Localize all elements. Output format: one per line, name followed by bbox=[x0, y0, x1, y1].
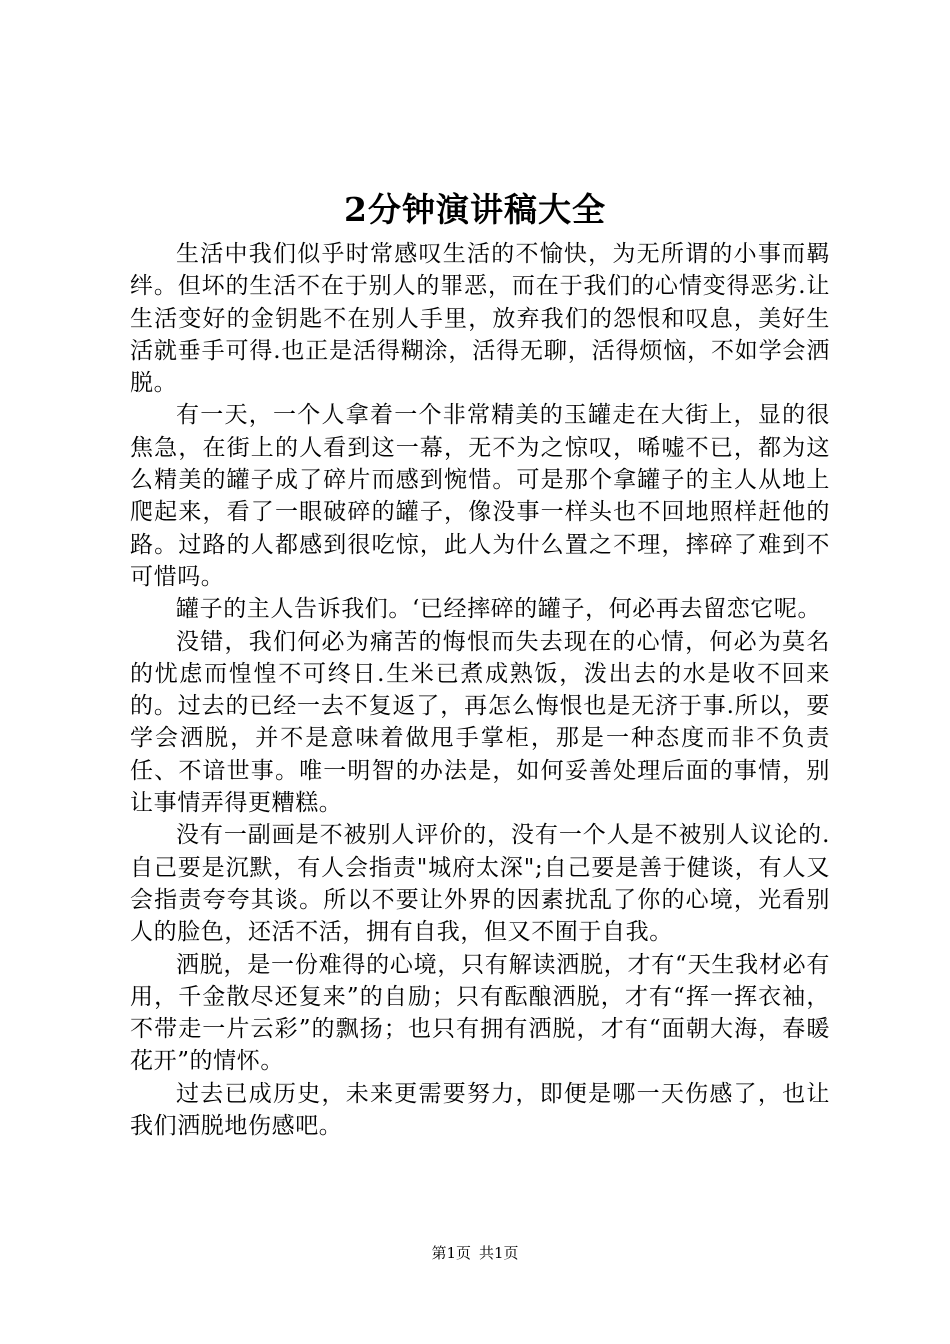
page-number-current: 第1页 bbox=[431, 1244, 471, 1262]
paragraph-3: 罐子的主人告诉我们。‘已经摔碎的罐子，何必再去留恋它呢。 bbox=[176, 596, 822, 623]
page-number-total: 共1页 bbox=[479, 1244, 519, 1262]
paragraph-6: 洒脱，是一份难得的心境，只有解读洒脱，才有“天生我材必有用，千金散尽还复来”的自励；只有酝酿洒脱，才有“挥一挥衣袖，不带走一片云彩”的飘扬；也只有拥有洒脱，才有“面朝大海，春暖花开”的情怀。 bbox=[130, 951, 830, 1075]
document-title: 2分钟演讲稿大全 bbox=[344, 190, 606, 229]
paragraph-5: 没有一副画是不被别人评价的，没有一个人是不被别人议论的.自己要是沉默，有人会指责"城府太深";自己要是善于健谈，有人又会指责夸夸其谈。所以不要让外界的因素扰乱了你的心境，光看别人的脸色，还活不活，拥有自我，但又不囿于自我。 bbox=[130, 822, 830, 946]
paragraph-4: 没错，我们何必为痛苦的悔恨而失去现在的心情，何必为莫名的忧虑而惶惶不可终日.生米已煮成熟饭，泼出去的水是收不回来的。过去的已经一去不复返了，再怎么悔恨也是无济于事.所以，要学会洒脱，并不是意味着做甩手掌柜，那是一种态度而非不负责任、不谙世事。唯一明智的办法是，如何妥善处理后面的事情，别让事情弄得更糟糕。 bbox=[130, 628, 830, 817]
paragraph-1: 生活中我们似乎时常感叹生活的不愉快，为无所谓的小事而羁绊。但坏的生活不在于别人的罪恶，而在于我们的心情变得恶劣.让生活变好的金钥匙不在别人手里，放弃我们的怨恨和叹息，美好生活就垂手可得.也正是活得糊涂，活得无聊，活得烦恼，不如学会洒脱。 bbox=[130, 241, 830, 397]
document-body bbox=[130, 238, 830, 1142]
paragraph-7: 过去已成历史，未来更需要努力，即便是哪一天伤感了，也让我们洒脱地伤感吧。 bbox=[130, 1080, 830, 1140]
page-footer bbox=[0, 1243, 950, 1263]
paragraph-2: 有一天，一个人拿着一个非常精美的玉罐走在大街上，显的很焦急，在街上的人看到这一幕，无不为之惊叹，唏嘘不已，都为这么精美的罐子成了碎片而感到惋惜。可是那个拿罐子的主人从地上爬起来，看了一眼破碎的罐子，像没事一样头也不回地照样赶他的路。过路的人都感到很吃惊，此人为什么置之不理，摔碎了难到不可惜吗。 bbox=[130, 402, 830, 590]
